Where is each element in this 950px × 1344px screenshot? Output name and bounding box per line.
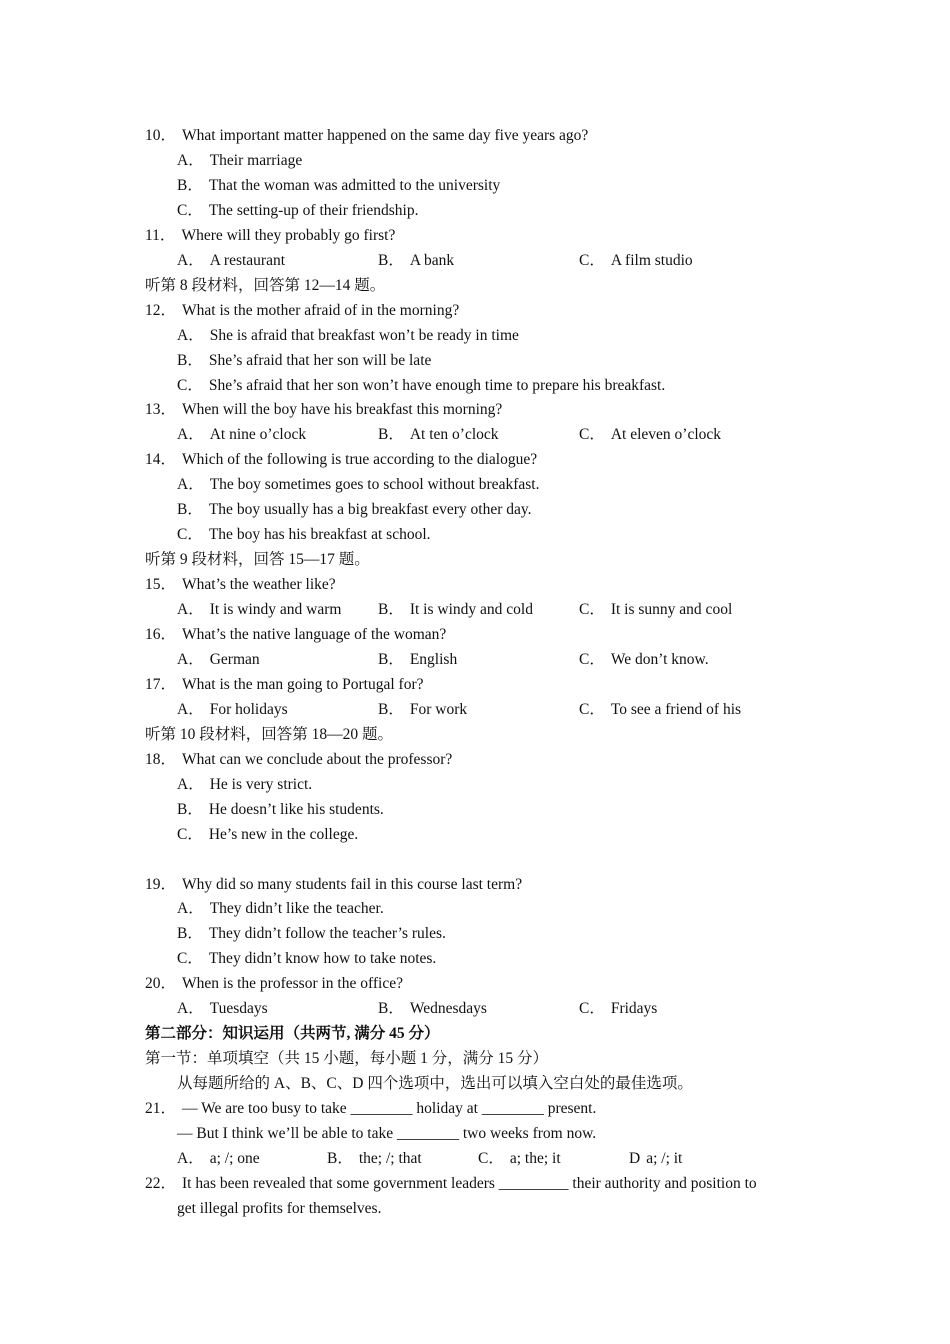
option-a <box>177 425 306 445</box>
question-text: What is the mother afraid of in the morning? <box>182 301 460 319</box>
option-text: The boy has his breakfast at school. <box>208 526 431 544</box>
continuation-line: get illegal profits for themselves. <box>177 1199 382 1217</box>
option-text: It is sunny and cool <box>610 601 733 619</box>
question-number: 20． <box>145 975 177 993</box>
option-label: C． <box>478 1149 504 1167</box>
question-number: 10． <box>145 127 177 144</box>
option-text: The boy usually has a big breakfast every other day. <box>208 501 532 519</box>
option-label: C． <box>177 950 203 968</box>
option-c <box>579 650 709 670</box>
option-c <box>478 1149 561 1169</box>
option-label: D <box>629 1149 641 1167</box>
option-text: The setting-up of their friendship. <box>208 201 419 219</box>
option-text: a; /; it <box>646 1149 683 1167</box>
option-c <box>579 999 657 1019</box>
question-line <box>145 226 395 246</box>
option-c <box>579 700 741 720</box>
option-text: It is windy and warm <box>209 601 342 619</box>
option-label: A． <box>177 1149 204 1167</box>
option-a <box>177 999 268 1019</box>
option-label: A． <box>177 601 204 619</box>
question-text: Which of the following is true according to the dialogue? <box>182 451 538 469</box>
option-line <box>177 800 384 820</box>
option-text: a; /; one <box>209 1149 260 1167</box>
question-number: 16． <box>145 626 177 643</box>
option-label: A． <box>177 251 204 269</box>
option-text: We don’t know. <box>610 650 709 668</box>
option-text: a; the; it <box>509 1149 561 1167</box>
option-label: C． <box>177 526 203 544</box>
option-label: A． <box>177 700 204 718</box>
option-label: B． <box>378 251 404 269</box>
option-label: B． <box>378 700 404 718</box>
question-text: What’s the weather like? <box>182 576 336 594</box>
option-c <box>579 251 693 271</box>
option-label: A． <box>177 900 204 918</box>
question-line <box>145 875 522 895</box>
continuation-line: 从每题所给的 A、B、C、D 四个选项中，选出可以填入空白处的最佳选项。 <box>177 1075 693 1093</box>
option-label: A． <box>177 650 204 668</box>
option-label: C． <box>177 825 203 843</box>
option-label: B． <box>378 1000 404 1018</box>
option-line <box>177 825 358 845</box>
option-line <box>177 351 431 371</box>
question-text: What’s the native language of the woman? <box>182 626 447 643</box>
option-line <box>177 949 436 969</box>
question-line <box>145 575 336 595</box>
option-label: B． <box>378 650 404 668</box>
option-text: Wednesdays <box>409 1000 487 1018</box>
option-label: B． <box>177 501 203 519</box>
option-label: B． <box>177 800 203 818</box>
option-text: Their marriage <box>209 151 303 169</box>
question-number: 19． <box>145 875 177 893</box>
option-text: For holidays <box>209 700 288 718</box>
section-instruction: 听第 10 段材料，回答第 18—20 题。 <box>145 725 394 743</box>
option-label: C． <box>579 700 605 718</box>
option-a <box>177 600 341 620</box>
option-a <box>177 251 285 271</box>
option-label: A． <box>177 326 204 344</box>
option-text: She is afraid that breakfast won’t be ready in time <box>209 326 519 344</box>
option-text: She’s afraid that her son will be late <box>208 351 432 369</box>
option-label: A． <box>177 476 204 494</box>
option-text: Tuesdays <box>209 1000 268 1018</box>
option-text: It is windy and cold <box>409 601 533 619</box>
question-line <box>145 1099 596 1119</box>
option-label: A． <box>177 426 204 444</box>
question-text: What is the man going to Portugal for? <box>182 675 424 693</box>
question-text: — We are too busy to take ________ holiday at ________ present. <box>182 1100 597 1118</box>
option-label: C． <box>579 426 605 444</box>
question-line <box>145 301 459 321</box>
option-a <box>177 650 260 670</box>
option-label: A． <box>177 1000 204 1018</box>
option-text: Fridays <box>610 1000 658 1018</box>
option-b <box>378 650 457 670</box>
question-text: When will the boy have his breakfast this morning? <box>182 401 503 419</box>
question-text: Why did so many students fail in this course last term? <box>182 875 523 893</box>
option-label: C． <box>579 650 605 668</box>
question-line <box>145 625 446 645</box>
option-label: B． <box>378 601 404 619</box>
question-line <box>145 750 452 770</box>
option-line <box>177 475 539 495</box>
question-number: 12． <box>145 301 177 319</box>
section-instruction: 听第 8 段材料，回答第 12—14 题。 <box>145 276 386 294</box>
option-label: C． <box>177 376 203 394</box>
option-label: B． <box>327 1149 353 1167</box>
option-label: C． <box>579 1000 605 1018</box>
option-text: At ten o’clock <box>409 426 499 444</box>
question-number: 21． <box>145 1100 177 1118</box>
option-line <box>177 775 312 795</box>
question-text: When is the professor in the office? <box>182 975 403 993</box>
option-text: She’s afraid that her son won’t have enough time to prepare his breakfast. <box>208 376 666 394</box>
option-text: A bank <box>409 251 455 269</box>
option-c <box>579 600 732 620</box>
question-number: 11． <box>145 226 176 244</box>
option-b <box>327 1149 422 1169</box>
option-text: German <box>209 650 260 668</box>
option-b <box>378 700 467 720</box>
option-line <box>177 500 532 520</box>
option-text: He is very strict. <box>209 775 313 793</box>
option-text: He’s new in the college. <box>208 825 359 843</box>
option-line <box>177 525 431 545</box>
option-text: For work <box>409 700 468 718</box>
option-label: A． <box>177 151 204 169</box>
option-text: the; /; that <box>358 1149 422 1167</box>
section-instruction: 第一节：单项填空（共 15 小题，每小题 1 分，满分 15 分） <box>145 1050 549 1068</box>
option-label: C． <box>579 601 605 619</box>
question-number: 13． <box>145 401 177 419</box>
option-text: A restaurant <box>209 251 286 269</box>
option-text: At nine o’clock <box>209 426 307 444</box>
question-text: Where will they probably go first? <box>181 226 396 244</box>
section-instruction: 听第 9 段材料，回答 15—17 题。 <box>145 551 370 569</box>
option-text: He doesn’t like his students. <box>208 800 384 818</box>
option-label: B． <box>177 351 203 369</box>
question-text: It has been revealed that some government leaders _________ their authority and position to <box>182 1174 757 1192</box>
option-line <box>177 176 500 196</box>
option-text: They didn’t follow the teacher’s rules. <box>208 925 446 943</box>
option-text: English <box>409 650 458 668</box>
option-line <box>177 201 418 221</box>
continuation-line: — But I think we’ll be able to take ________ two weeks from now. <box>177 1125 597 1142</box>
option-label: B． <box>177 925 203 943</box>
option-label: C． <box>177 201 203 219</box>
option-label: A． <box>177 775 204 793</box>
option-c <box>579 425 721 445</box>
option-b <box>378 251 454 271</box>
question-line <box>145 126 588 146</box>
option-line <box>177 326 519 346</box>
question-line <box>145 675 424 695</box>
option-text: They didn’t know how to take notes. <box>208 950 437 968</box>
question-number: 15． <box>145 576 177 594</box>
question-line <box>145 400 502 420</box>
question-line <box>145 1174 757 1194</box>
question-number: 18． <box>145 750 177 768</box>
option-line <box>177 151 302 171</box>
option-b <box>378 600 533 620</box>
option-label: B． <box>177 176 203 194</box>
question-number: 22． <box>145 1174 177 1192</box>
part-heading: 第二部分：知识运用（共两节, 满分 45 分） <box>145 1025 440 1043</box>
option-line <box>177 376 665 396</box>
option-line <box>177 899 384 919</box>
option-label: B． <box>378 426 404 444</box>
option-a <box>177 1149 260 1169</box>
question-number: 14． <box>145 451 177 469</box>
option-text: A film studio <box>610 251 693 269</box>
option-a <box>177 700 288 720</box>
question-number: 17． <box>145 675 177 693</box>
option-text: To see a friend of his <box>610 700 742 718</box>
option-b <box>378 999 487 1019</box>
option-text: That the woman was admitted to the university <box>208 176 501 194</box>
option-b <box>378 425 499 445</box>
question-line <box>145 450 537 470</box>
question-line <box>145 974 403 994</box>
question-text: What important matter happened on the same day five years ago? <box>182 127 589 144</box>
option-label: C． <box>579 251 605 269</box>
option-text: At eleven o’clock <box>610 426 722 444</box>
question-text: What can we conclude about the professor? <box>182 750 453 768</box>
option-line <box>177 924 446 944</box>
option-text: The boy sometimes goes to school without breakfast. <box>209 476 540 494</box>
option-d <box>629 1149 682 1169</box>
option-text: They didn’t like the teacher. <box>209 900 384 918</box>
